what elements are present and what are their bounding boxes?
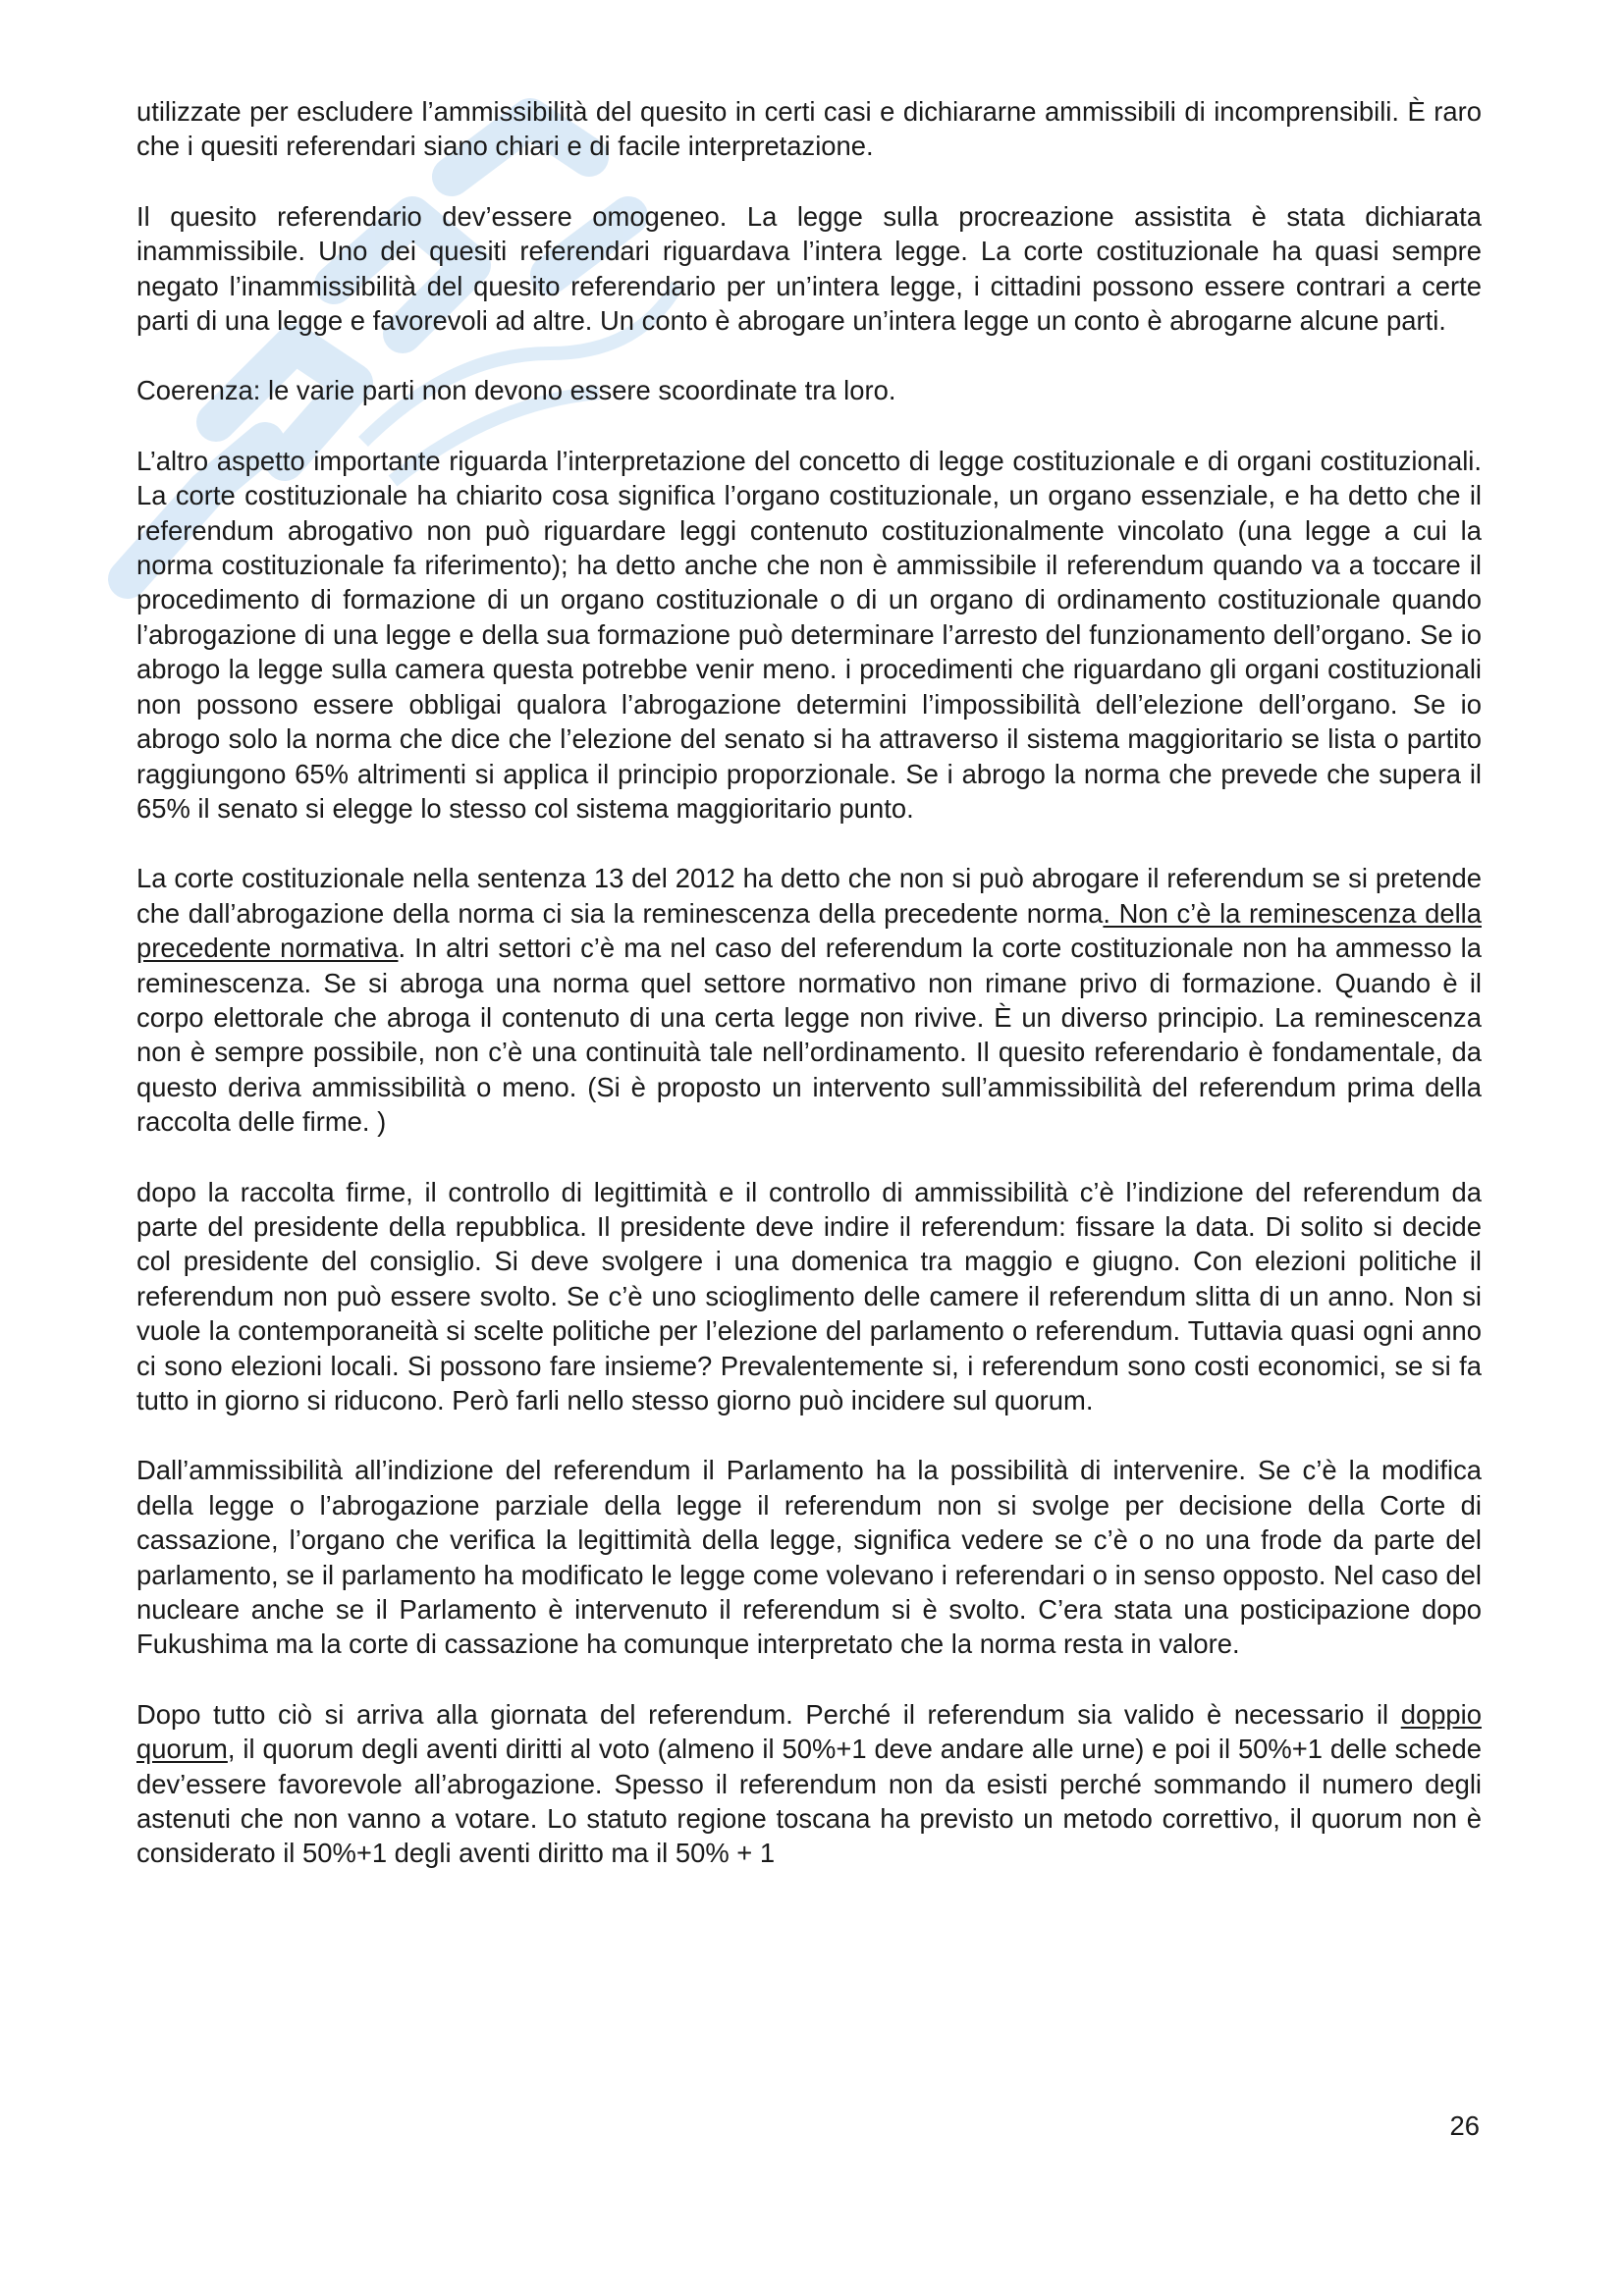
paragraph-7 — [136, 1453, 1482, 1661]
paragraph-5-text-a: La corte costituzionale nella sentenza 13 del 2012 ha detto che non si può abrogare il referendum se si pretende che dall’abrogazione della norma ci sia la reminescenza della precedente norma — [136, 863, 1482, 929]
paragraph-1 — [136, 94, 1482, 164]
paragraph-8-underlined: doppio quorum — [136, 1698, 1482, 1765]
paragraph-1-text: utilizzate per escludere l’ammissibilità del quesito in certi casi e dichiararne ammissibili di incomprensibili. È raro che i quesiti referendari siano chiari e di facile interpretazione. — [136, 96, 1482, 162]
paragraph-3-text: Coerenza: le varie parti non devono essere scoordinate tra loro. — [136, 375, 896, 406]
paragraph-5-underlined: . Non c’è la reminescenza della precedente normativa — [136, 897, 1482, 964]
page-number: 26 — [1449, 2110, 1480, 2141]
paragraph-8-text-b: , il quorum degli aventi diritti al voto (almeno il 50%+1 deve andare alle urne) e poi il 50%+1 delle schede dev’essere favorevole all’abrogazione. Spesso il referendum non da esisti perché sommando il numero degli astenuti che non vanno a votare. Lo statuto regione toscana ha previsto un metodo correttivo, il quorum non è considerato il 50%+1 degli aventi diritto ma il 50% + 1 — [136, 1734, 1482, 1869]
paragraph-4-text: L’altro aspetto importante riguarda l’interpretazione del concetto di legge costituzionale e di organi costituzionali. La corte costituzionale ha chiarito cosa significa l’organo costituzionale, un organo essenziale, e ha detto che il referendum abrogativo non può riguardare leggi contenuto costituzionalmente vincolato (una legge a cui la norma costituzionale fa riferimento); ha detto anche che non è ammissibile il referendum quando va a toccare il procedimento di formazione di un organo costituzionale o di un organo di ordinamento costituzionale quando l’abrogazione di una legge e della sua formazione può determinare l’arresto del funzionamento dell’organo. Se io abrogo la legge sulla camera questa potrebbe venir meno. i procedimenti che riguardano gli organi costituzionali non possono essere obbligai qualora l’abrogazione determini l’impossibilità dell’elezione dell’organo. Se io abrogo solo la norma che dice che l’elezione del senato si ha attraverso il sistema maggioritario se lista o partito raggiungono 65% altrimenti si applica il principio proporzionale. Se i abrogo la norma che prevede che supera il 65% il senato si elegge lo stesso col sistema maggioritario punto. — [136, 445, 1482, 824]
paragraph-3 — [136, 373, 1482, 407]
paragraph-8-text-a: Dopo tutto ciò si arriva alla giornata del referendum. Perché il referendum sia valido è necessario il — [136, 1698, 1401, 1730]
paragraph-4 — [136, 444, 1482, 826]
paragraph-5 — [136, 861, 1482, 1139]
paragraph-5-text-b: . In altri settori c’è ma nel caso del referendum la corte costituzionale non ha ammesso la reminescenza. Se si abroga una norma quel settore normativo non rimane privo di formazione. Quando è il corpo elettorale che abroga il contenuto di una certa legge non rivive. È un diverso principio. La reminescenza non è sempre possibile, non c’è una continuità tale nell’ordinamento. Il quesito referendario è fondamentale, da questo deriva ammissibilità o meno. (Si è proposto un intervento sull’ammissibilità del referendum prima della raccolta delle firme. ) — [136, 933, 1483, 1138]
paragraph-7-text: Dall’ammissibilità all’indizione del referendum il Parlamento ha la possibilità di intervenire. Se c’è la modifica della legge o l’abrogazione parziale della legge il referendum non si svolge per decisione della Corte di cassazione, l’organo che verifica la legittimità della legge, significa vedere se c’è o no una frode da parte del parlamento, se il parlamento ha modificato le legge come volevano i referendari o in senso opposto. Nel caso del nucleare anche se il Parlamento è intervenuto il referendum si è svolto. C’era stata una posticipazione dopo Fukushima ma la corte di cassazione ha comunque interpretato che la norma resta in valore. — [136, 1455, 1482, 1660]
paragraph-6-text: dopo la raccolta firme, il controllo di legittimità e il controllo di ammissibilità c’è l’indizione del referendum da parte del presidente della repubblica. Il presidente deve indire il referendum: fissare la data. Di solito si decide col presidente del consiglio. Si deve svolgere i una domenica tra maggio e giugno. Con elezioni politiche il referendum non può essere svolto. Se c’è uno scioglimento delle camere il referendum slitta di un anno. Non si vuole la contemporaneità si scelte politiche per l’elezione del parlamento o referendum. Tuttavia quasi ogni anno ci sono elezioni locali. Si possono fare insieme? Prevalentemente si, i referendum sono costi economici, se si fa tutto in giorno si riducono. Però farli nello stesso giorno può incidere sul quorum. — [136, 1176, 1482, 1415]
paragraph-8 — [136, 1697, 1482, 1871]
paragraph-6 — [136, 1175, 1482, 1418]
paragraph-2-text: Il quesito referendario dev’essere omogeneo. La legge sulla procreazione assistita è stata dichiarata inammissibile. Uno dei quesiti referendari riguardava l’intera legge. La corte costituzionale ha quasi sempre negato l’inammissibilità del quesito referendario per un’intera legge, i cittadini possono essere contrari a certe parti di una legge e favorevoli ad altre. Un conto è abrogare un’intera legge un conto è abrogarne alcune parti. — [136, 200, 1482, 337]
document-page — [136, 94, 1482, 1871]
paragraph-2 — [136, 199, 1482, 339]
